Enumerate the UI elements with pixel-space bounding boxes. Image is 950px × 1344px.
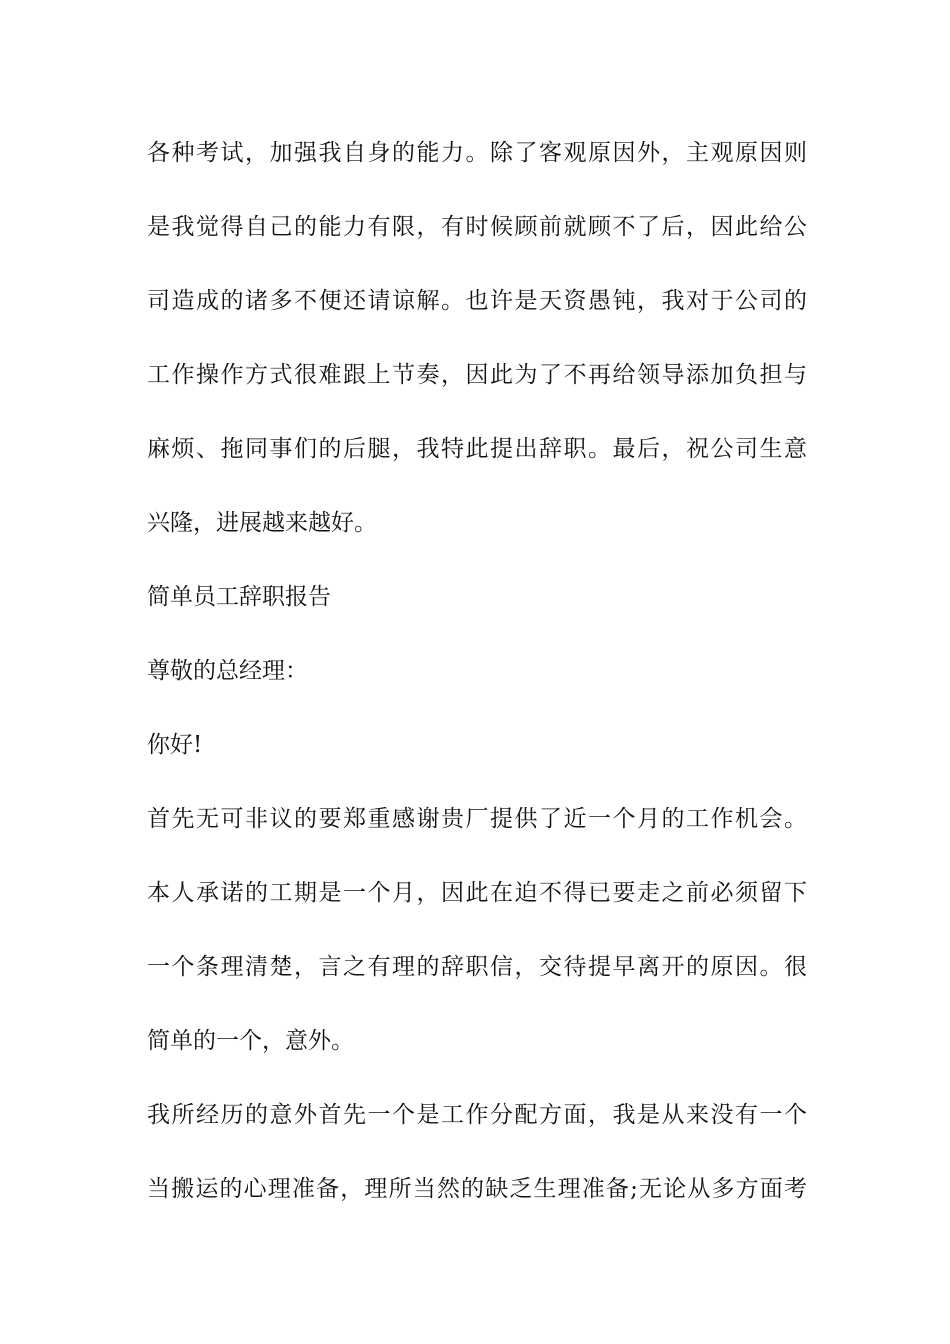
paragraph-line-1: 各种考试，加强我自身的能力。除了客观原因外，主观原因则 — [147, 140, 807, 166]
paragraph-line-5: 麻烦、拖同事们的后腿，我特此提出辞职。最后，祝公司生意 — [147, 436, 807, 462]
paragraph-line-3: 司造成的诸多不便还请谅解。也许是天资愚钝，我对于公司的 — [147, 288, 807, 314]
paragraph-line-2: 是我觉得自己的能力有限，有时候顾前就顾不了后，因此给公 — [147, 214, 807, 240]
section-title: 简单员工辞职报告 — [147, 584, 331, 610]
greeting: 你好! — [147, 732, 203, 758]
paragraph-line-14: 我所经历的意外首先一个是工作分配方面，我是从来没有一个 — [147, 1102, 807, 1128]
paragraph-line-11: 本人承诺的工期是一个月，因此在迫不得已要走之前必须留下 — [147, 880, 807, 906]
paragraph-line-4: 工作操作方式很难跟上节奏，因此为了不再给领导添加负担与 — [147, 362, 807, 388]
paragraph-line-10: 首先无可非议的要郑重感谢贵厂提供了近一个月的工作机会。 — [147, 806, 807, 832]
salutation: 尊敬的总经理： — [147, 658, 308, 684]
paragraph-line-12: 一个条理清楚，言之有理的辞职信，交待提早离开的原因。很 — [147, 954, 807, 980]
paragraph-line-15: 当搬运的心理准备，理所当然的缺乏生理准备;无论从多方面考 — [147, 1176, 807, 1202]
paragraph-line-13: 简单的一个，意外。 — [147, 1028, 354, 1054]
paragraph-line-6: 兴隆，进展越来越好。 — [147, 510, 377, 536]
